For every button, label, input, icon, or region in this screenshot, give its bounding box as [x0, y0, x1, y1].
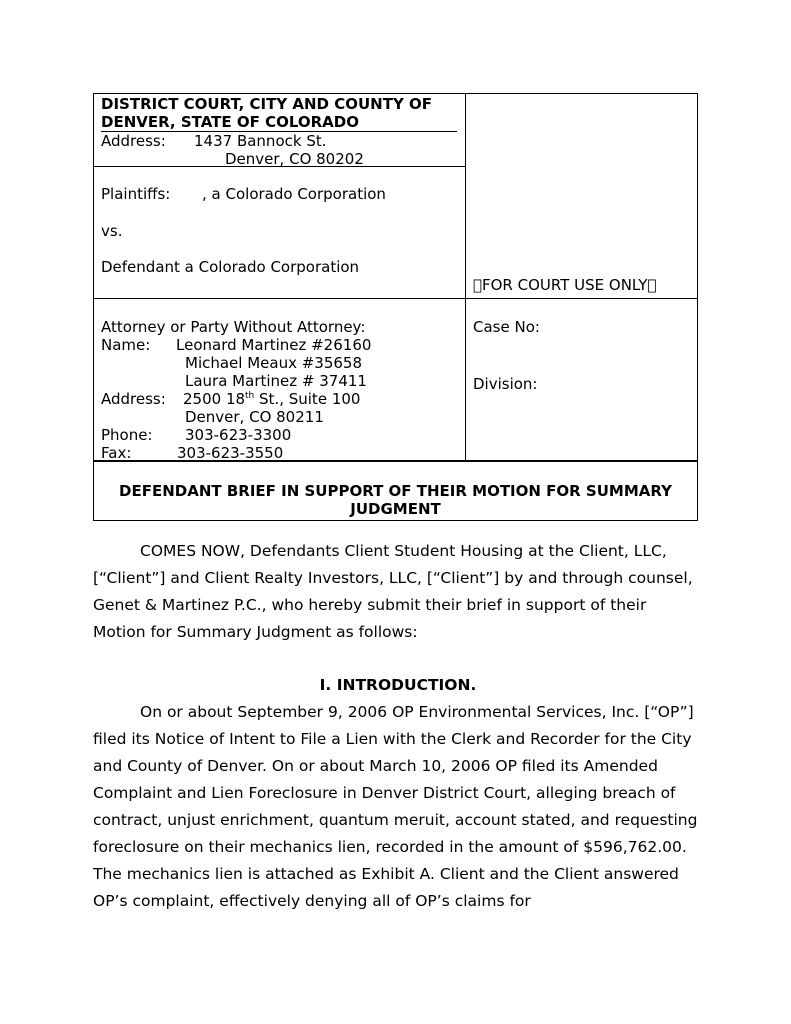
attorney-heading: Attorney or Party Without Attorney:: [101, 318, 366, 336]
attorney-address-label: Address:: [101, 390, 166, 408]
attorney-address-sup: th: [245, 391, 255, 401]
fax-value: 303-623-3550: [177, 444, 284, 462]
court-address-line1: 1437 Bannock St.: [194, 132, 327, 150]
court-info-cell: [94, 94, 466, 167]
court-address-label: Address:: [101, 132, 166, 150]
opening-paragraph: COMES NOW, Defendants Client Student Housing at the Client, LLC, [“Client”] and Client Realty Investors, LLC, [“Client”] by and through counsel, Genet & Martinez P.C., who hereby submit their brief in support of their Motion for Summary Judgment as follows:: [93, 542, 693, 641]
attorney-address-line1: [183, 390, 360, 408]
attorney-name-3: Laura Martinez # 37411: [185, 372, 367, 390]
attorney-cell: [94, 298, 466, 462]
division-label: Division:: [473, 375, 538, 393]
attorney-name-1: Leonard Martinez #26160: [176, 336, 372, 354]
plaintiffs-label: Plaintiffs:: [101, 185, 171, 203]
fax-label: Fax:: [101, 444, 132, 462]
defendant-text: Defendant a Colorado Corporation: [101, 258, 360, 276]
parties-cell: [94, 167, 466, 298]
brief-body: [93, 538, 703, 915]
phone-value: 303-623-3300: [185, 426, 292, 444]
section-heading: I. INTRODUCTION.: [319, 676, 477, 694]
court-use-only-label: FOR COURT USE ONLY: [473, 276, 639, 294]
court-address-line2: Denver, CO 80202: [225, 150, 364, 168]
document-title: DEFENDANT BRIEF IN SUPPORT OF THEIR MOTION FOR SUMMARY JUDGMENT: [119, 482, 672, 518]
court-address: [101, 132, 465, 168]
attorney-address-line2: Denver, CO 80211: [185, 408, 324, 426]
phone-label: Phone:: [101, 426, 153, 444]
attorney-address-post: St., Suite 100: [254, 390, 361, 408]
case-number-label: Case No:: [473, 318, 540, 336]
attorney-address-pre: 2500 18: [183, 390, 246, 408]
attorney-name-label: Name:: [101, 336, 151, 354]
plaintiffs-value: , a Colorado Corporation: [202, 185, 386, 203]
case-info-cell: [466, 298, 697, 462]
court-use-only-cell: [466, 94, 697, 298]
attorney-name-2: Michael Meaux #35658: [185, 354, 363, 372]
court-name: DISTRICT COURT, CITY AND COUNTY OF DENVER, STATE OF COLORADO: [101, 95, 457, 132]
versus-text: vs.: [101, 222, 123, 240]
introduction-paragraph: On or about September 9, 2006 OP Environmental Services, Inc. [“OP”] filed its Notice of Intent to File a Lien with the Clerk and Recorder for the City and County of Denver. On or about March 10, 2006 OP filed its Amended Complaint and Lien Foreclosure in Denver District Court, alleging breach of contract, unjust enrichment, quantum meruit, account stated, and requesting foreclosure on their mechanics lien, recorded in the amount of $596,762.00. The mechanics lien is attached as Exhibit A. Client and the Client answered OP’s complaint, effectively denying all of OP’s claims for: [93, 703, 698, 910]
case-caption: [93, 93, 698, 521]
